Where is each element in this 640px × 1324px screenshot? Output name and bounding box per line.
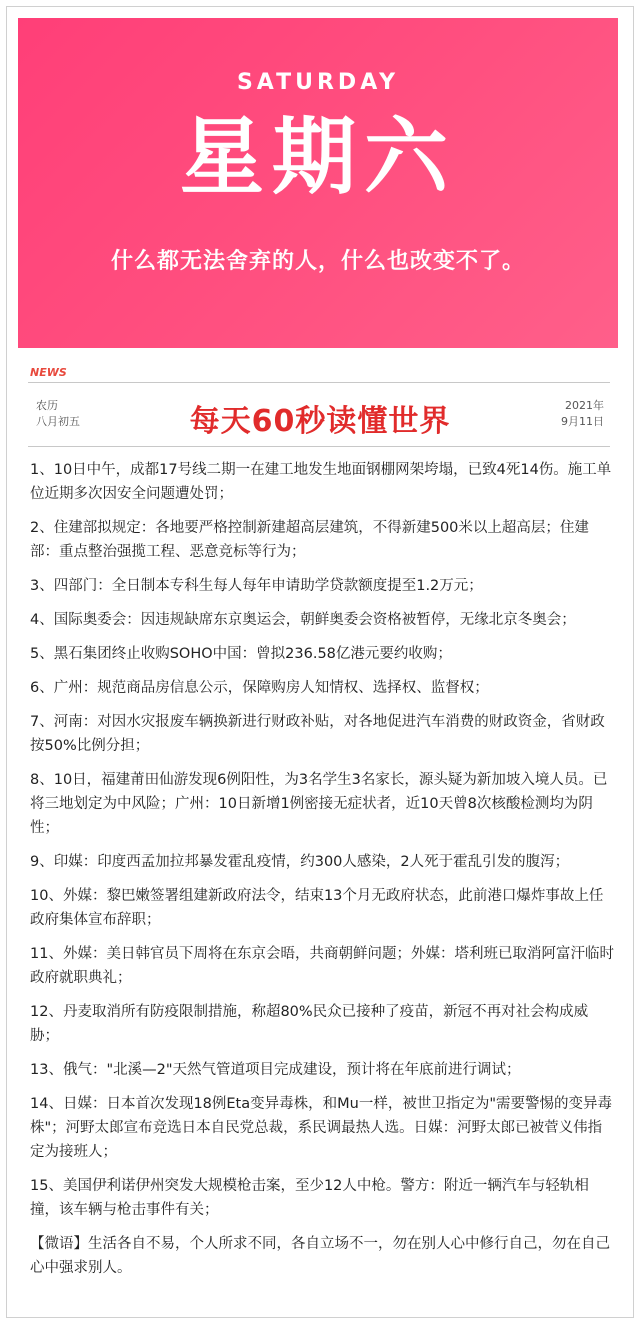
- news-item: 6、广州：规范商品房信息公示，保障购房人知情权、选择权、监督权；: [30, 680, 489, 696]
- news-item: 12、丹麦取消所有防疫限制措施，称超80%民众已接种了疫苗，新冠不再对社会构成威胁；: [30, 1004, 589, 1044]
- news-item: 8、10日，福建莆田仙游发现6例阳性，为3名学生3名家长，源头疑为新加坡入境人员。已将三地划定为中风险；广州：10日新增1例密接无症状者，近10天曾8次核酸检测均为阴性；: [30, 772, 608, 836]
- news-item: 10、外媒：黎巴嫩签署组建新政府法令，结束13个月无政府状态，此前港口爆炸事故上任政府集体宣布辞职；: [30, 888, 604, 928]
- lunar-line-1: 农历: [36, 399, 58, 412]
- lunar-line-2: 八月初五: [36, 415, 80, 428]
- news-item: 4、国际奥委会：因违规缺席东京奥运会，朝鲜奥委会资格被暂停，无缘北京冬奥会；: [30, 612, 576, 628]
- news-item: 3、四部门：全日制本专科生每人每年申请助学贷款额度提至1.2万元；: [30, 578, 483, 594]
- news-item: 1、10日中午，成都17号线二期一在建工地发生地面钢棚网架垮塌，已致4死14伤。施工单位近期多次因安全问题遭处罚；: [30, 462, 612, 502]
- top-divider: [28, 382, 610, 383]
- news-item: 13、俄气："北溪—2"天然气管道项目完成建设，预计将在年底前进行调试；: [30, 1062, 521, 1078]
- banner-quote: 什么都无法舍弃的人，什么也改变不了。: [110, 249, 525, 274]
- news-list: [30, 458, 614, 1280]
- gregorian-date: [561, 398, 604, 430]
- date-line-1: 2021年: [565, 399, 604, 412]
- banner: [18, 18, 618, 348]
- news-item: 15、美国伊利诺伊州突发大规模枪击案，至少12人中枪。警方：附近一辆汽车与轻轨相撞，该车辆与枪击事件有关；: [30, 1178, 589, 1218]
- news-label: NEWS: [30, 366, 67, 379]
- news-item: 9、印媒：印度西孟加拉邦暴发霍乱疫情，约300人感染，2人死于霍乱引发的腹泻；: [30, 854, 570, 870]
- banner-day-english: SATURDAY: [236, 70, 400, 95]
- news-item: 7、河南：对因水灾报废车辆换新进行财政补贴，对各地促进汽车消费的财政资金，省财政按50%比例分担；: [30, 714, 605, 754]
- masthead-title: 每天60秒读懂世界: [189, 404, 451, 439]
- news-item: 5、黑石集团终止收购SOHO中国：曾拟236.58亿港元要约收购；: [30, 646, 452, 662]
- banner-day-chinese: 星期六: [179, 108, 456, 206]
- date-line-2: 9月11日: [561, 415, 604, 428]
- news-item: 14、日媒：日本首次发现18例Eta变异毒株，和Mu一样，被世卫指定为"需要警惕的变异毒株"；河野太郎宣布竞选日本自民党总裁，系民调最热人选。日媒：河野太郎已被菅义伟指定为接班人；: [30, 1096, 613, 1160]
- news-item: 11、外媒：美日韩官员下周将在东京会晤，共商朝鲜问题；外媒：塔利班已取消阿富汗临时政府就职典礼；: [30, 946, 614, 986]
- daily-quote: 【微语】生活各自不易，个人所求不同，各自立场不一，勿在别人心中修行自己，勿在自己心中强求别人。: [30, 1236, 610, 1276]
- bottom-divider: [28, 446, 610, 447]
- news-item: 2、住建部拟规定：各地要严格控制新建超高层建筑，不得新建500米以上超高层；住建部：重点整治强揽工程、恶意竞标等行为；: [30, 520, 589, 560]
